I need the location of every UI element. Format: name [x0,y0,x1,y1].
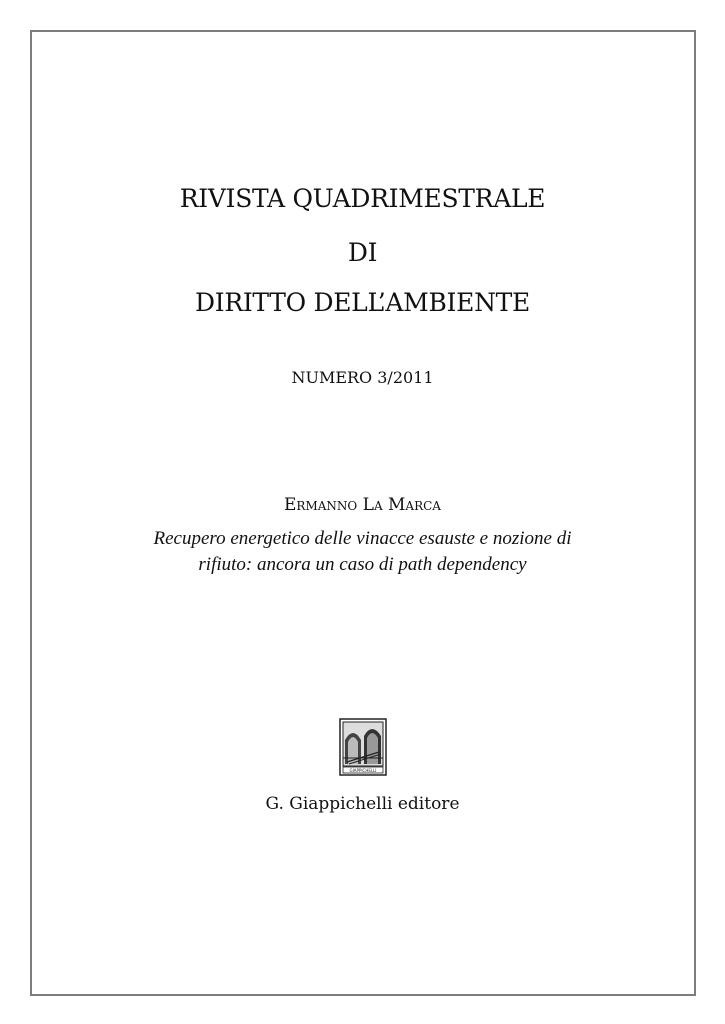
journal-title-line-2: DI [347,238,378,267]
journal-title-line-1: RIVISTA QUADRIMESTRALE [179,184,546,213]
publisher-emblem-icon [339,718,387,776]
article-title-line-1: Recupero energetico delle vinacce esauste e nozione di [153,528,572,549]
author-name: Ermanno La Marca [284,495,441,515]
article-title-line-2: rifiuto: ancora un caso di path dependency [198,554,527,575]
issue-number: NUMERO 3/2011 [291,368,434,387]
svg-text:GIAPPICHELLI: GIAPPICHELLI [349,768,377,773]
journal-title-line-3: DIRITTO DELL’AMBIENTE [195,288,530,317]
publisher-name: G. Giappichelli editore [265,794,460,814]
